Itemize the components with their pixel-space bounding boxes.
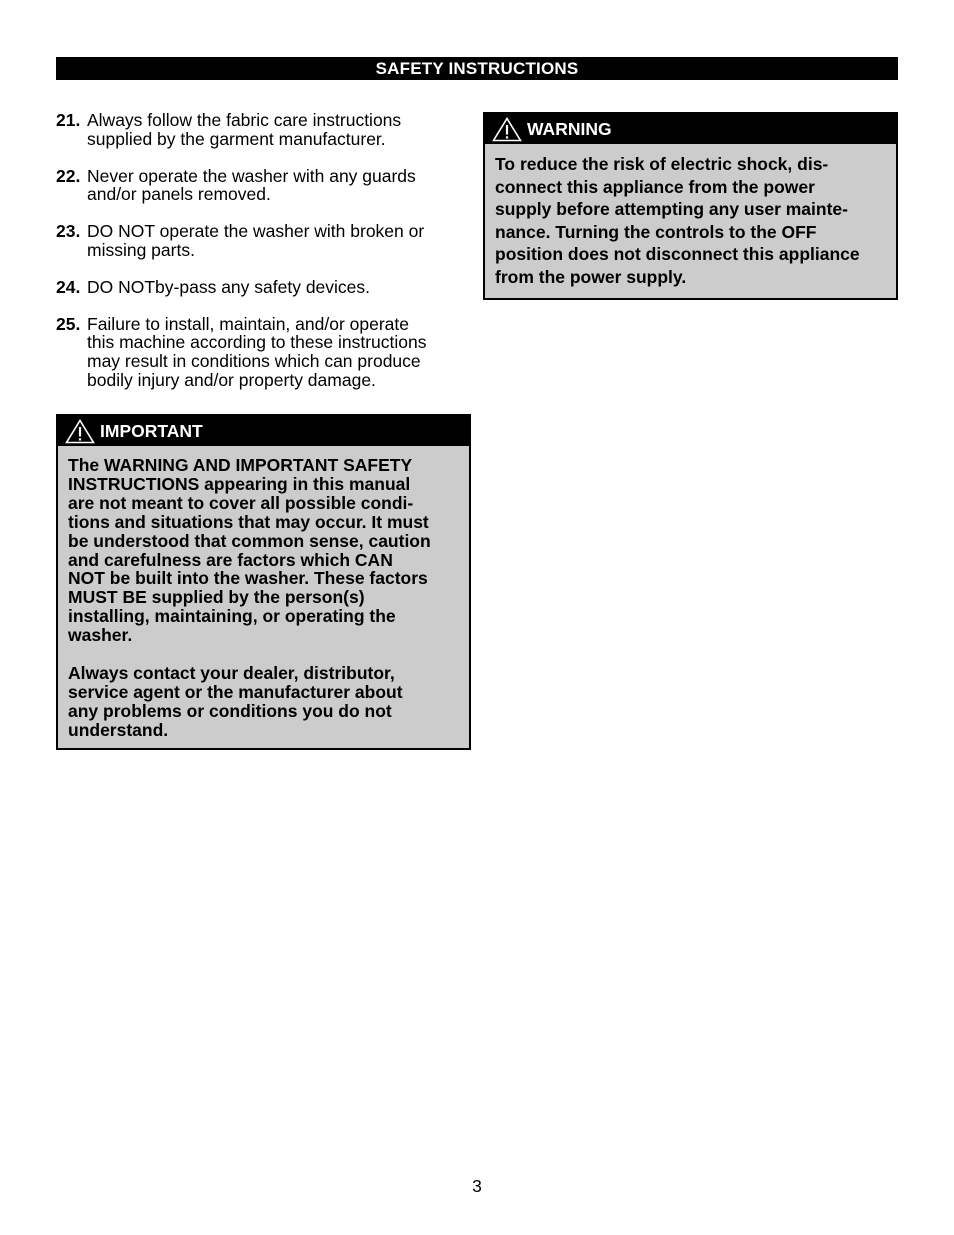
warning-body [485, 144, 896, 289]
warning-triangle-icon [492, 117, 522, 142]
instruction-line: missing parts. [87, 239, 195, 260]
text-line: any problems or conditions you do not [68, 700, 392, 721]
instruction-number: 22. [56, 165, 81, 186]
text-line: connect this appliance from the power [495, 176, 815, 197]
text-line: MUST BE supplied by the person(s) [68, 587, 365, 608]
instruction-line: bodily injury and/or property damage. [87, 369, 376, 390]
text-line: from the power supply. [495, 266, 687, 287]
instruction-number: 24. [56, 276, 81, 297]
warning-notice-box [483, 112, 898, 300]
instruction-number: 21. [56, 110, 81, 130]
text-line: To reduce the risk of electric shock, dis- [495, 154, 829, 174]
important-notice-box [56, 414, 471, 750]
text-line: washer. [68, 625, 133, 646]
warning-header [485, 114, 896, 144]
instruction-line: supplied by the garment manufacturer. [87, 128, 386, 149]
page-number: 3 [472, 1176, 482, 1196]
instruction-line: DO NOT operate the washer with broken or [87, 221, 425, 242]
text-line: understand. [68, 719, 169, 740]
text-line: be understood that common sense, caution [68, 530, 431, 551]
important-paragraph-2 [68, 664, 459, 740]
instruction-item-25 [56, 315, 466, 390]
important-paragraph-1 [68, 456, 459, 645]
text-line: INSTRUCTIONS appearing in this manual [68, 473, 411, 494]
text-line: service agent or the manufacturer about [68, 681, 403, 702]
instruction-line: Failure to install, maintain, and/or operate [87, 313, 409, 334]
instruction-item-22 [56, 167, 466, 205]
instruction-item-23 [56, 222, 466, 260]
important-title: IMPORTANT [100, 421, 203, 441]
instruction-line: Always follow the fabric care instructions [87, 110, 402, 130]
text-line: are not meant to cover all possible condi- [68, 492, 414, 513]
important-header [58, 416, 469, 446]
text-line: position does not disconnect this appliance [495, 244, 860, 265]
warning-title: WARNING [527, 119, 612, 139]
text-line: supply before attempting any user mainte- [495, 199, 848, 220]
instruction-number: 23. [56, 221, 81, 242]
instruction-line: may result in conditions which can produce [87, 351, 421, 372]
text-line: NOT be built into the washer. These factors [68, 568, 428, 589]
text-line: Always contact your dealer, distributor, [68, 662, 395, 683]
important-body [58, 446, 469, 740]
text-line: nance. Turning the controls to the OFF [495, 221, 817, 242]
instruction-item-24 [56, 278, 466, 297]
instruction-line: Never operate the washer with any guards [87, 165, 416, 186]
section-title: SAFETY INSTRUCTIONS [375, 59, 579, 78]
instruction-item-21 [56, 111, 466, 149]
instruction-line: DO NOTby-pass any safety devices. [87, 276, 371, 297]
instruction-line: this machine according to these instructions [87, 332, 427, 353]
text-line: installing, maintaining, or operating the [68, 606, 396, 627]
text-line: The WARNING AND IMPORTANT SAFETY [68, 455, 413, 475]
text-line: tions and situations that may occur. It must [68, 511, 429, 532]
text-line: and carefulness are factors which CAN [68, 549, 393, 570]
instruction-list [56, 111, 466, 408]
instruction-line: and/or panels removed. [87, 184, 271, 205]
instruction-number: 25. [56, 313, 81, 334]
section-title-bar [56, 57, 898, 80]
warning-triangle-icon [65, 419, 95, 444]
